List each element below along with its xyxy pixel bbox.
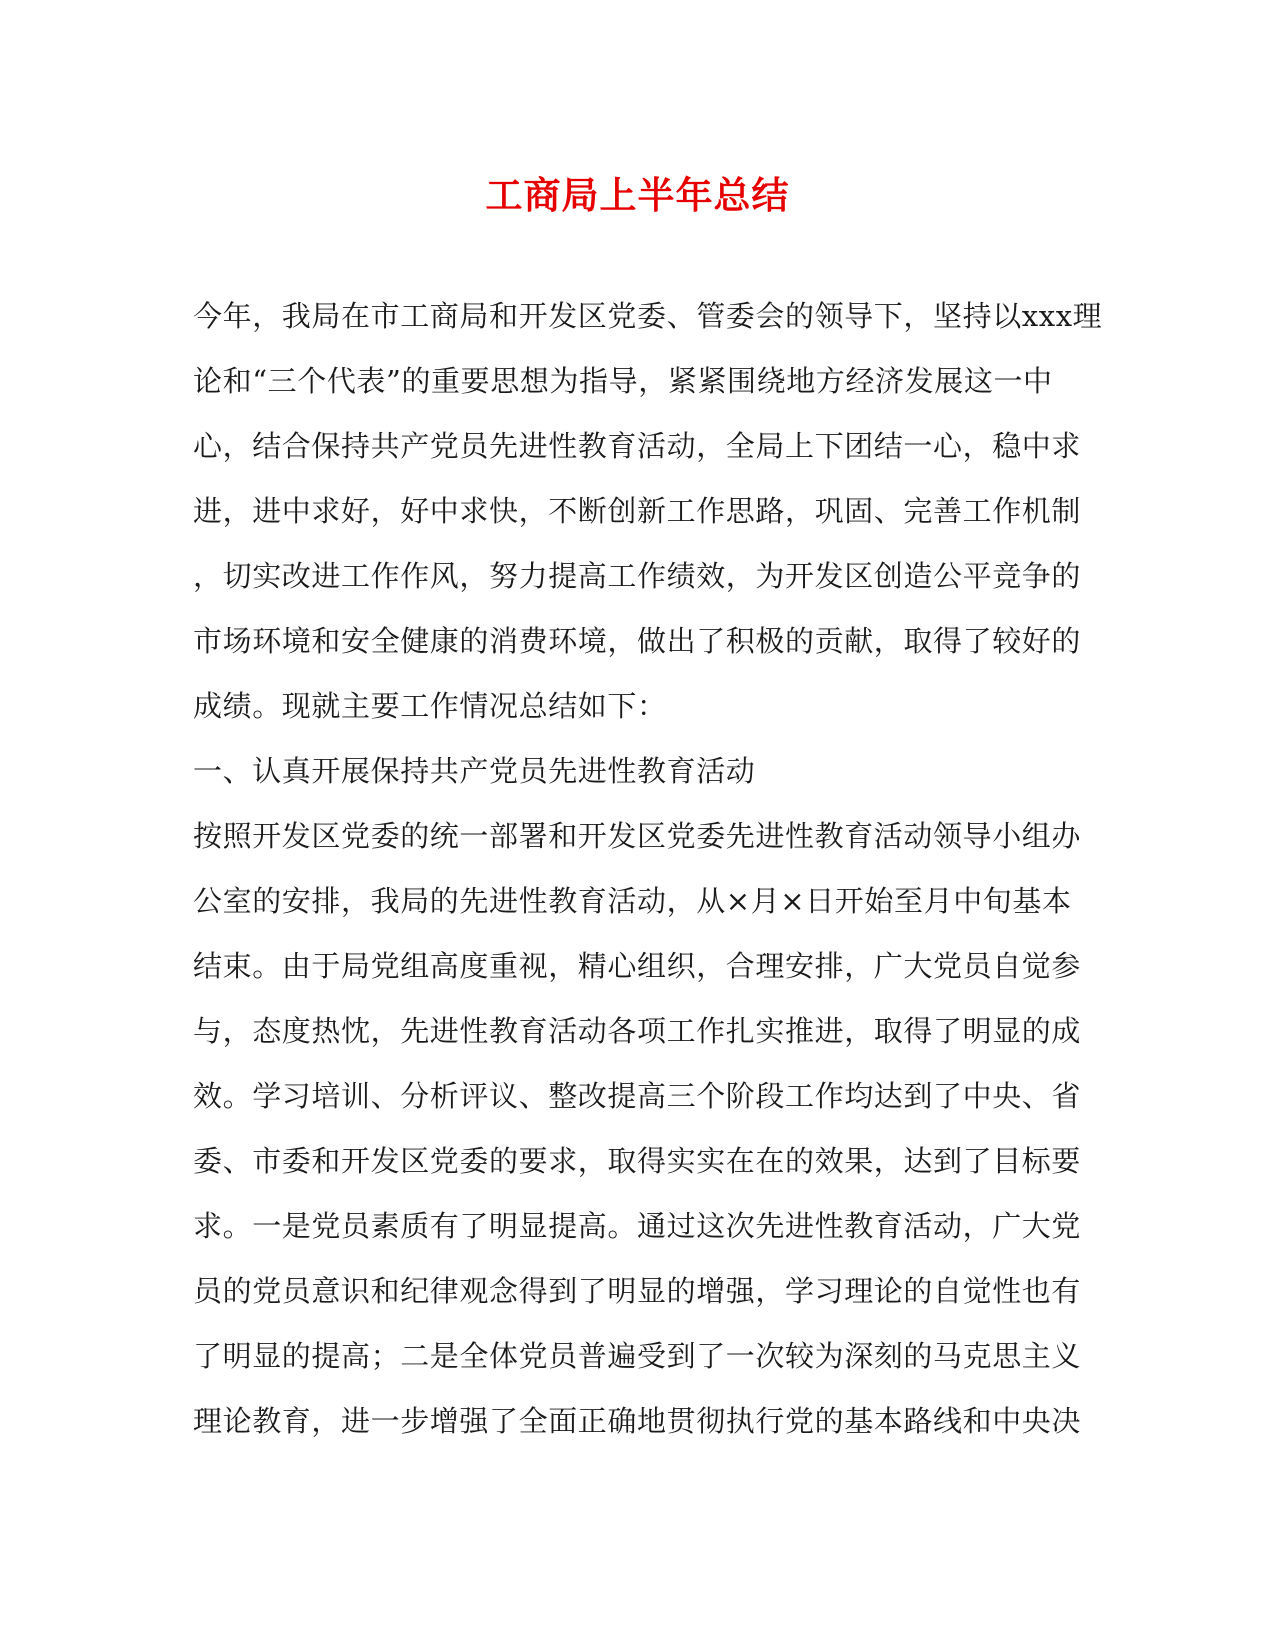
body-line: 理论教育，进一步增强了全面正确地贯彻执行党的基本路线和中央决 — [193, 1404, 1082, 1438]
body-line: 结束。由于局党组高度重视，精心组织，合理安排，广大党员自觉参 — [193, 949, 1082, 983]
body-line: 与，态度热忱，先进性教育活动各项工作扎实推进，取得了明显的成 — [193, 1014, 1082, 1048]
body-line: 论和“三个代表”的重要思想为指导，紧紧围绕地方经济发展这一中 — [193, 364, 1053, 398]
body-line: 了明显的提高；二是全体党员普遍受到了一次较为深刻的马克思主义 — [193, 1339, 1082, 1373]
body-line: 成绩。现就主要工作情况总结如下： — [193, 689, 667, 723]
body-line: 一、认真开展保持共产党员先进性教育活动 — [193, 754, 756, 788]
body-line: 委、市委和开发区党委的要求，取得实实在在的效果，达到了目标要 — [193, 1144, 1082, 1178]
body-line: 进，进中求好，好中求快，不断创新工作思路，巩固、完善工作机制 — [193, 494, 1082, 528]
body-line: ，切实改进工作作风，努力提高工作绩效，为开发区创造公平竞争的 — [193, 559, 1082, 593]
document-body — [193, 284, 1103, 1454]
body-line: 员的党员意识和纪律观念得到了明显的增强，学习理论的自觉性也有 — [193, 1274, 1082, 1308]
body-line: 按照开发区党委的统一部署和开发区党委先进性教育活动领导小组办 — [193, 819, 1082, 853]
body-line: 今年，我局在市工商局和开发区党委、管委会的领导下，坚持以xxx理 — [193, 299, 1103, 333]
body-line: 心，结合保持共产党员先进性教育活动，全局上下团结一心，稳中求 — [193, 429, 1082, 463]
body-line: 效。学习培训、分析评议、整改提高三个阶段工作均达到了中央、省 — [193, 1079, 1082, 1113]
body-line: 市场环境和安全健康的消费环境，做出了积极的贡献，取得了较好的 — [193, 624, 1082, 658]
body-line: 求。一是党员素质有了明显提高。通过这次先进性教育活动，广大党 — [193, 1209, 1082, 1243]
document-title: 工商局上半年总结 — [485, 173, 790, 217]
body-line: 公室的安排，我局的先进性教育活动，从×月×日开始至月中旬基本 — [193, 884, 1072, 918]
